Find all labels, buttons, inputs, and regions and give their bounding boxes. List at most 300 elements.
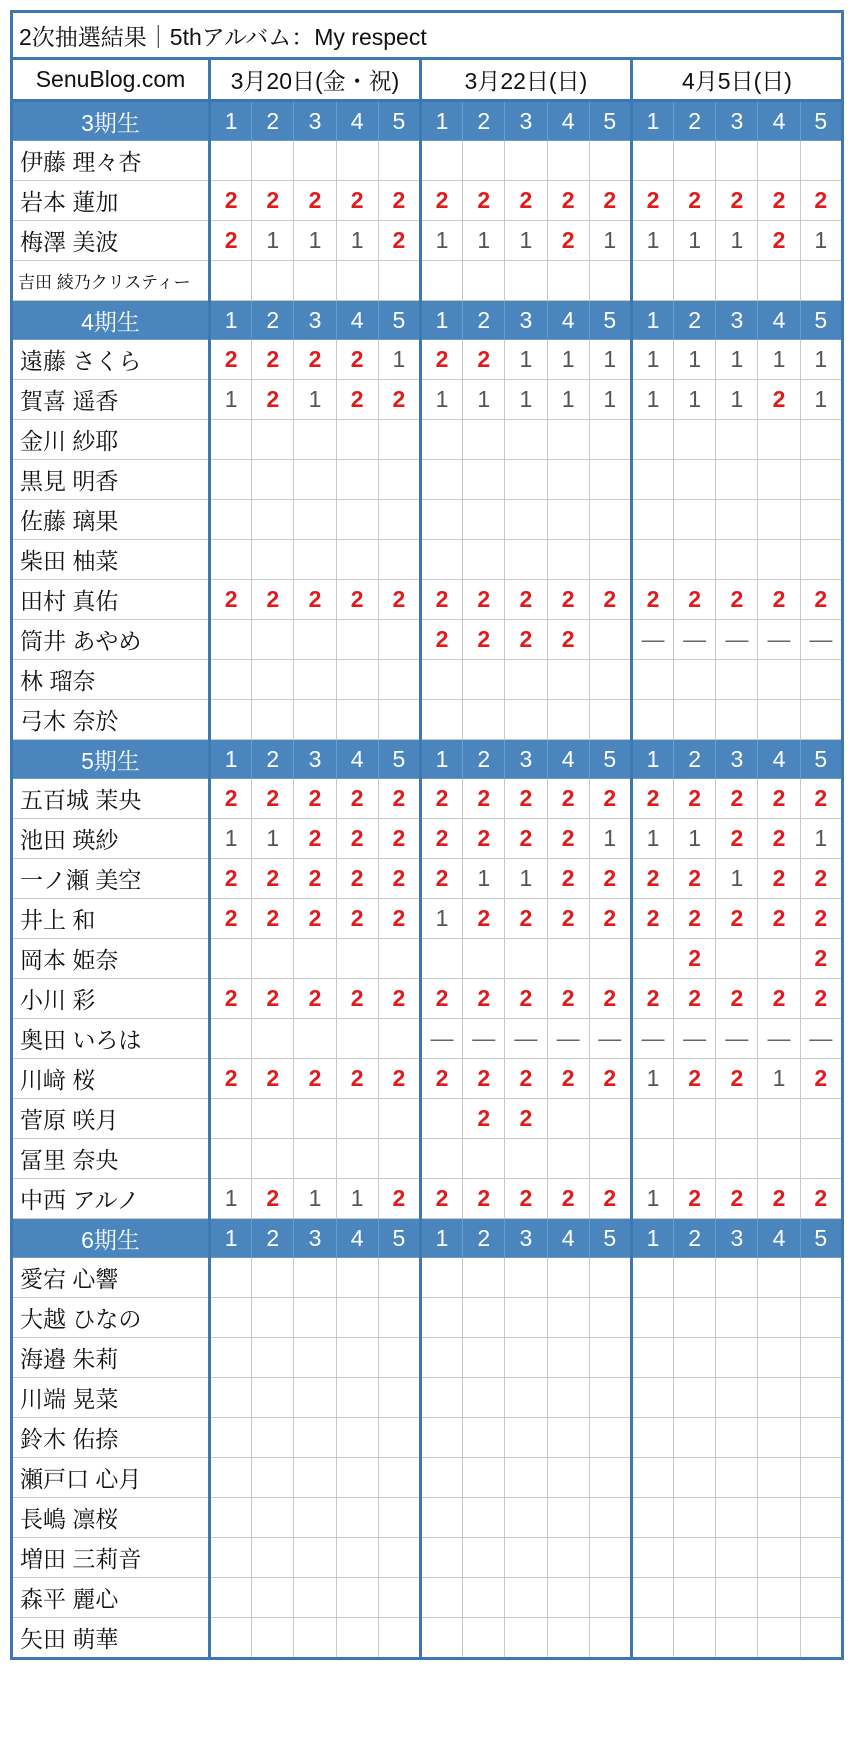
slot-number: 1 <box>210 301 252 340</box>
result-cell: 2 <box>378 859 420 899</box>
result-cell <box>463 1298 505 1338</box>
result-cell: 1 <box>547 380 589 420</box>
result-cell: 2 <box>547 620 589 660</box>
result-cell <box>505 1258 547 1298</box>
result-cell: 1 <box>631 221 673 261</box>
result-cell: 2 <box>463 1059 505 1099</box>
result-cell <box>210 460 252 500</box>
result-cell <box>589 1378 631 1418</box>
slot-number: 3 <box>505 740 547 779</box>
slot-number: 3 <box>716 740 758 779</box>
result-cell <box>631 141 673 181</box>
slot-number: 1 <box>631 101 673 141</box>
result-cell <box>294 1418 336 1458</box>
member-row <box>12 1179 843 1219</box>
result-cell <box>758 1618 800 1659</box>
result-cell <box>547 1458 589 1498</box>
result-cell <box>294 1258 336 1298</box>
result-cell <box>589 1538 631 1578</box>
result-cell: 2 <box>463 340 505 380</box>
result-cell <box>505 700 547 740</box>
result-cell <box>758 1578 800 1618</box>
result-cell: 1 <box>505 380 547 420</box>
result-cell <box>336 261 378 301</box>
result-cell: 2 <box>800 859 842 899</box>
slot-number: 4 <box>547 101 589 141</box>
result-cell: 2 <box>252 580 294 620</box>
result-cell <box>463 1258 505 1298</box>
generation-label: 3期生 <box>12 101 210 141</box>
result-cell <box>631 500 673 540</box>
result-cell <box>716 939 758 979</box>
result-cell <box>505 1498 547 1538</box>
result-cell <box>420 1418 462 1458</box>
result-cell: 1 <box>505 859 547 899</box>
result-cell <box>420 1458 462 1498</box>
generation-header-row <box>12 740 843 779</box>
result-cell: 1 <box>505 221 547 261</box>
result-cell <box>631 261 673 301</box>
slot-number: 3 <box>294 740 336 779</box>
result-cell <box>589 1578 631 1618</box>
result-cell <box>674 1338 716 1378</box>
member-row <box>12 1338 843 1378</box>
result-cell: 2 <box>378 221 420 261</box>
result-cell <box>547 1378 589 1418</box>
result-cell <box>674 660 716 700</box>
result-cell <box>210 540 252 580</box>
result-cell: 2 <box>589 779 631 819</box>
result-cell <box>505 460 547 500</box>
result-cell <box>800 1139 842 1179</box>
result-cell <box>758 1458 800 1498</box>
result-cell <box>589 500 631 540</box>
result-cell <box>463 1418 505 1458</box>
result-cell <box>674 1498 716 1538</box>
result-cell: 2 <box>505 580 547 620</box>
result-cell: 2 <box>378 181 420 221</box>
result-cell: 2 <box>463 580 505 620</box>
slot-number: 3 <box>716 101 758 141</box>
result-cell <box>252 460 294 500</box>
result-cell: — <box>631 620 673 660</box>
result-cell <box>252 500 294 540</box>
result-cell <box>210 1139 252 1179</box>
result-cell <box>336 700 378 740</box>
result-cell: 1 <box>252 221 294 261</box>
result-cell: 2 <box>210 899 252 939</box>
result-cell <box>252 420 294 460</box>
result-cell: 2 <box>716 899 758 939</box>
result-cell: 1 <box>420 380 462 420</box>
result-cell <box>252 1378 294 1418</box>
result-cell <box>800 141 842 181</box>
result-cell <box>758 1378 800 1418</box>
result-cell <box>631 1338 673 1378</box>
result-cell <box>631 939 673 979</box>
result-cell <box>210 261 252 301</box>
result-cell: 2 <box>336 979 378 1019</box>
result-cell <box>716 1338 758 1378</box>
result-cell <box>505 1578 547 1618</box>
member-row <box>12 899 843 939</box>
result-cell: 2 <box>758 899 800 939</box>
result-cell <box>378 460 420 500</box>
result-cell: 1 <box>716 380 758 420</box>
slot-number: 2 <box>463 301 505 340</box>
result-cell: 2 <box>800 899 842 939</box>
result-cell: 1 <box>463 380 505 420</box>
member-name: 鈴木 佑捺 <box>12 1418 210 1458</box>
result-cell <box>674 540 716 580</box>
slot-number: 4 <box>547 301 589 340</box>
member-name: 大越 ひなの <box>12 1298 210 1338</box>
result-cell <box>716 1618 758 1659</box>
result-cell: 2 <box>716 580 758 620</box>
result-cell <box>589 141 631 181</box>
result-cell <box>547 500 589 540</box>
slot-number: 1 <box>420 1219 462 1258</box>
result-cell: 2 <box>800 181 842 221</box>
result-cell <box>378 1458 420 1498</box>
result-cell <box>463 540 505 580</box>
result-cell: 2 <box>210 340 252 380</box>
slot-number: 4 <box>547 740 589 779</box>
result-cell <box>758 700 800 740</box>
member-name: 長嶋 凛桜 <box>12 1498 210 1538</box>
result-cell: 2 <box>294 181 336 221</box>
result-cell: 2 <box>505 1059 547 1099</box>
result-cell <box>758 1298 800 1338</box>
result-cell: 1 <box>674 819 716 859</box>
result-cell <box>336 1458 378 1498</box>
date-header-2: 3月22日(日) <box>420 59 631 101</box>
member-name: 冨里 奈央 <box>12 1139 210 1179</box>
result-cell: 2 <box>758 181 800 221</box>
result-cell: 2 <box>378 1059 420 1099</box>
result-cell <box>716 261 758 301</box>
result-cell <box>294 1099 336 1139</box>
result-cell: — <box>505 1019 547 1059</box>
result-cell: 2 <box>716 819 758 859</box>
slot-number: 1 <box>631 1219 673 1258</box>
result-cell <box>674 1418 716 1458</box>
result-cell <box>378 141 420 181</box>
result-cell: 2 <box>252 1179 294 1219</box>
slot-number: 5 <box>378 101 420 141</box>
result-cell: 2 <box>252 380 294 420</box>
result-cell <box>463 261 505 301</box>
result-cell <box>252 1618 294 1659</box>
result-cell: — <box>631 1019 673 1059</box>
result-cell <box>758 460 800 500</box>
member-row <box>12 819 843 859</box>
result-cell <box>758 1498 800 1538</box>
result-cell <box>674 500 716 540</box>
member-name: 岩本 蓮加 <box>12 181 210 221</box>
result-cell: 2 <box>210 580 252 620</box>
result-cell <box>547 700 589 740</box>
result-cell <box>210 1019 252 1059</box>
result-cell <box>631 1578 673 1618</box>
result-cell <box>420 261 462 301</box>
result-cell <box>463 500 505 540</box>
result-cell: 1 <box>631 380 673 420</box>
result-cell: 1 <box>420 899 462 939</box>
result-cell: 2 <box>505 1099 547 1139</box>
result-cell <box>505 1538 547 1578</box>
result-cell: — <box>758 620 800 660</box>
result-cell <box>547 1258 589 1298</box>
result-cell: 2 <box>336 859 378 899</box>
member-name: 一ノ瀬 美空 <box>12 859 210 899</box>
result-cell <box>252 939 294 979</box>
result-cell <box>252 1498 294 1538</box>
result-cell <box>631 660 673 700</box>
result-cell <box>378 1618 420 1659</box>
result-cell: 2 <box>589 859 631 899</box>
slot-number: 5 <box>378 301 420 340</box>
slot-number: 1 <box>631 740 673 779</box>
result-cell: 2 <box>294 580 336 620</box>
result-cell <box>716 1578 758 1618</box>
result-cell <box>294 1338 336 1378</box>
result-cell <box>631 1258 673 1298</box>
slot-number: 2 <box>674 101 716 141</box>
result-cell <box>294 660 336 700</box>
result-cell <box>294 1019 336 1059</box>
result-cell <box>716 1538 758 1578</box>
result-cell: 1 <box>589 221 631 261</box>
result-cell: 2 <box>505 620 547 660</box>
result-cell <box>716 700 758 740</box>
result-cell <box>294 620 336 660</box>
result-cell: 2 <box>336 819 378 859</box>
slot-number: 5 <box>800 101 842 141</box>
result-cell <box>378 500 420 540</box>
result-cell <box>252 1139 294 1179</box>
member-name: 増田 三莉音 <box>12 1538 210 1578</box>
member-row <box>12 1298 843 1338</box>
result-cell <box>252 261 294 301</box>
member-name: 林 瑠奈 <box>12 660 210 700</box>
result-cell <box>505 939 547 979</box>
result-cell: 1 <box>631 340 673 380</box>
result-cell <box>547 660 589 700</box>
result-cell <box>758 540 800 580</box>
result-cell: 2 <box>547 979 589 1019</box>
result-cell <box>674 1458 716 1498</box>
result-cell <box>378 420 420 460</box>
result-cell <box>294 420 336 460</box>
slot-number: 5 <box>589 740 631 779</box>
result-cell <box>294 1378 336 1418</box>
result-cell <box>547 1338 589 1378</box>
result-cell: 1 <box>800 380 842 420</box>
result-cell <box>547 420 589 460</box>
result-cell: 2 <box>589 1059 631 1099</box>
result-cell: 2 <box>716 779 758 819</box>
result-cell: 2 <box>336 181 378 221</box>
result-cell: 2 <box>420 340 462 380</box>
result-cell: 1 <box>252 819 294 859</box>
result-cell <box>505 1139 547 1179</box>
member-row <box>12 1019 843 1059</box>
result-cell <box>589 1498 631 1538</box>
result-cell: — <box>800 1019 842 1059</box>
result-cell <box>716 1418 758 1458</box>
member-row <box>12 221 843 261</box>
result-cell <box>505 261 547 301</box>
result-cell <box>336 1338 378 1378</box>
result-cell: 2 <box>800 580 842 620</box>
slot-number: 1 <box>420 740 462 779</box>
member-row <box>12 1059 843 1099</box>
result-cell: 2 <box>463 979 505 1019</box>
member-name: 矢田 萌華 <box>12 1618 210 1659</box>
result-cell: 2 <box>800 1059 842 1099</box>
result-cell <box>589 1338 631 1378</box>
result-cell <box>336 1258 378 1298</box>
result-cell <box>505 1618 547 1659</box>
result-cell <box>294 540 336 580</box>
result-cell: 2 <box>547 779 589 819</box>
result-cell <box>800 540 842 580</box>
result-cell <box>758 1139 800 1179</box>
result-cell <box>758 660 800 700</box>
slot-number: 4 <box>336 101 378 141</box>
result-cell: 2 <box>294 979 336 1019</box>
result-cell <box>547 460 589 500</box>
slot-number: 2 <box>252 301 294 340</box>
result-cell <box>294 261 336 301</box>
result-cell: 2 <box>758 779 800 819</box>
result-cell <box>674 141 716 181</box>
generation-label: 4期生 <box>12 301 210 340</box>
result-cell: 1 <box>631 1179 673 1219</box>
result-cell <box>758 939 800 979</box>
member-name: 小川 彩 <box>12 979 210 1019</box>
result-cell <box>674 700 716 740</box>
result-cell: 2 <box>210 181 252 221</box>
result-cell <box>800 1378 842 1418</box>
slot-number: 2 <box>252 101 294 141</box>
result-cell <box>378 700 420 740</box>
result-cell: 2 <box>674 1059 716 1099</box>
result-cell <box>463 1338 505 1378</box>
generation-label: 6期生 <box>12 1219 210 1258</box>
result-cell <box>674 1099 716 1139</box>
result-cell: 1 <box>758 1059 800 1099</box>
result-cell <box>294 1139 336 1179</box>
result-cell: 2 <box>631 580 673 620</box>
result-cell <box>378 1418 420 1458</box>
result-cell <box>631 700 673 740</box>
result-cell <box>547 1139 589 1179</box>
result-cell <box>547 540 589 580</box>
slot-number: 3 <box>716 1219 758 1258</box>
result-cell <box>589 1139 631 1179</box>
result-cell: 2 <box>378 380 420 420</box>
result-cell: 2 <box>674 181 716 221</box>
result-cell <box>336 1538 378 1578</box>
result-cell <box>378 1099 420 1139</box>
slot-number: 1 <box>210 101 252 141</box>
result-cell <box>252 1258 294 1298</box>
result-cell <box>631 1538 673 1578</box>
result-cell <box>252 1418 294 1458</box>
result-cell <box>294 1618 336 1659</box>
result-cell: 1 <box>631 819 673 859</box>
member-row <box>12 340 843 380</box>
result-cell <box>674 460 716 500</box>
slot-number: 3 <box>294 1219 336 1258</box>
member-name: 五百城 茉央 <box>12 779 210 819</box>
result-cell <box>589 540 631 580</box>
slot-number: 5 <box>589 301 631 340</box>
result-cell <box>378 939 420 979</box>
result-cell: 2 <box>294 779 336 819</box>
result-cell: 2 <box>294 859 336 899</box>
result-cell: 1 <box>716 340 758 380</box>
result-cell <box>210 1338 252 1378</box>
result-cell: 2 <box>716 979 758 1019</box>
result-cell: 1 <box>674 380 716 420</box>
result-cell: 2 <box>589 181 631 221</box>
result-cell: 2 <box>758 221 800 261</box>
result-cell <box>547 141 589 181</box>
member-name: 愛宕 心響 <box>12 1258 210 1298</box>
result-cell <box>210 500 252 540</box>
result-cell: 2 <box>463 899 505 939</box>
result-cell: 2 <box>505 819 547 859</box>
result-cell <box>463 141 505 181</box>
slot-number: 1 <box>210 1219 252 1258</box>
result-cell: 2 <box>547 1179 589 1219</box>
member-row <box>12 1578 843 1618</box>
result-cell <box>336 1139 378 1179</box>
result-cell <box>463 420 505 460</box>
result-cell <box>210 700 252 740</box>
result-cell <box>674 1258 716 1298</box>
result-cell <box>252 1578 294 1618</box>
result-cell: 2 <box>336 779 378 819</box>
member-name: 佐藤 璃果 <box>12 500 210 540</box>
result-cell <box>800 1458 842 1498</box>
result-cell <box>463 939 505 979</box>
result-cell: 2 <box>758 859 800 899</box>
result-cell: 2 <box>463 1099 505 1139</box>
result-cell <box>420 420 462 460</box>
result-cell <box>336 620 378 660</box>
result-cell <box>631 1298 673 1338</box>
result-cell: 2 <box>378 979 420 1019</box>
result-cell <box>378 1258 420 1298</box>
result-cell <box>589 1418 631 1458</box>
result-cell <box>800 700 842 740</box>
result-cell: 2 <box>378 580 420 620</box>
result-cell: 2 <box>674 899 716 939</box>
result-cell: 2 <box>210 221 252 261</box>
slot-number: 4 <box>758 1219 800 1258</box>
result-cell <box>716 1099 758 1139</box>
member-row <box>12 1458 843 1498</box>
result-cell <box>420 1258 462 1298</box>
result-cell: 2 <box>800 779 842 819</box>
page-title: 2次抽選結果｜5thアルバム：My respect <box>12 12 843 59</box>
result-cell <box>463 1498 505 1538</box>
result-cell <box>800 1298 842 1338</box>
